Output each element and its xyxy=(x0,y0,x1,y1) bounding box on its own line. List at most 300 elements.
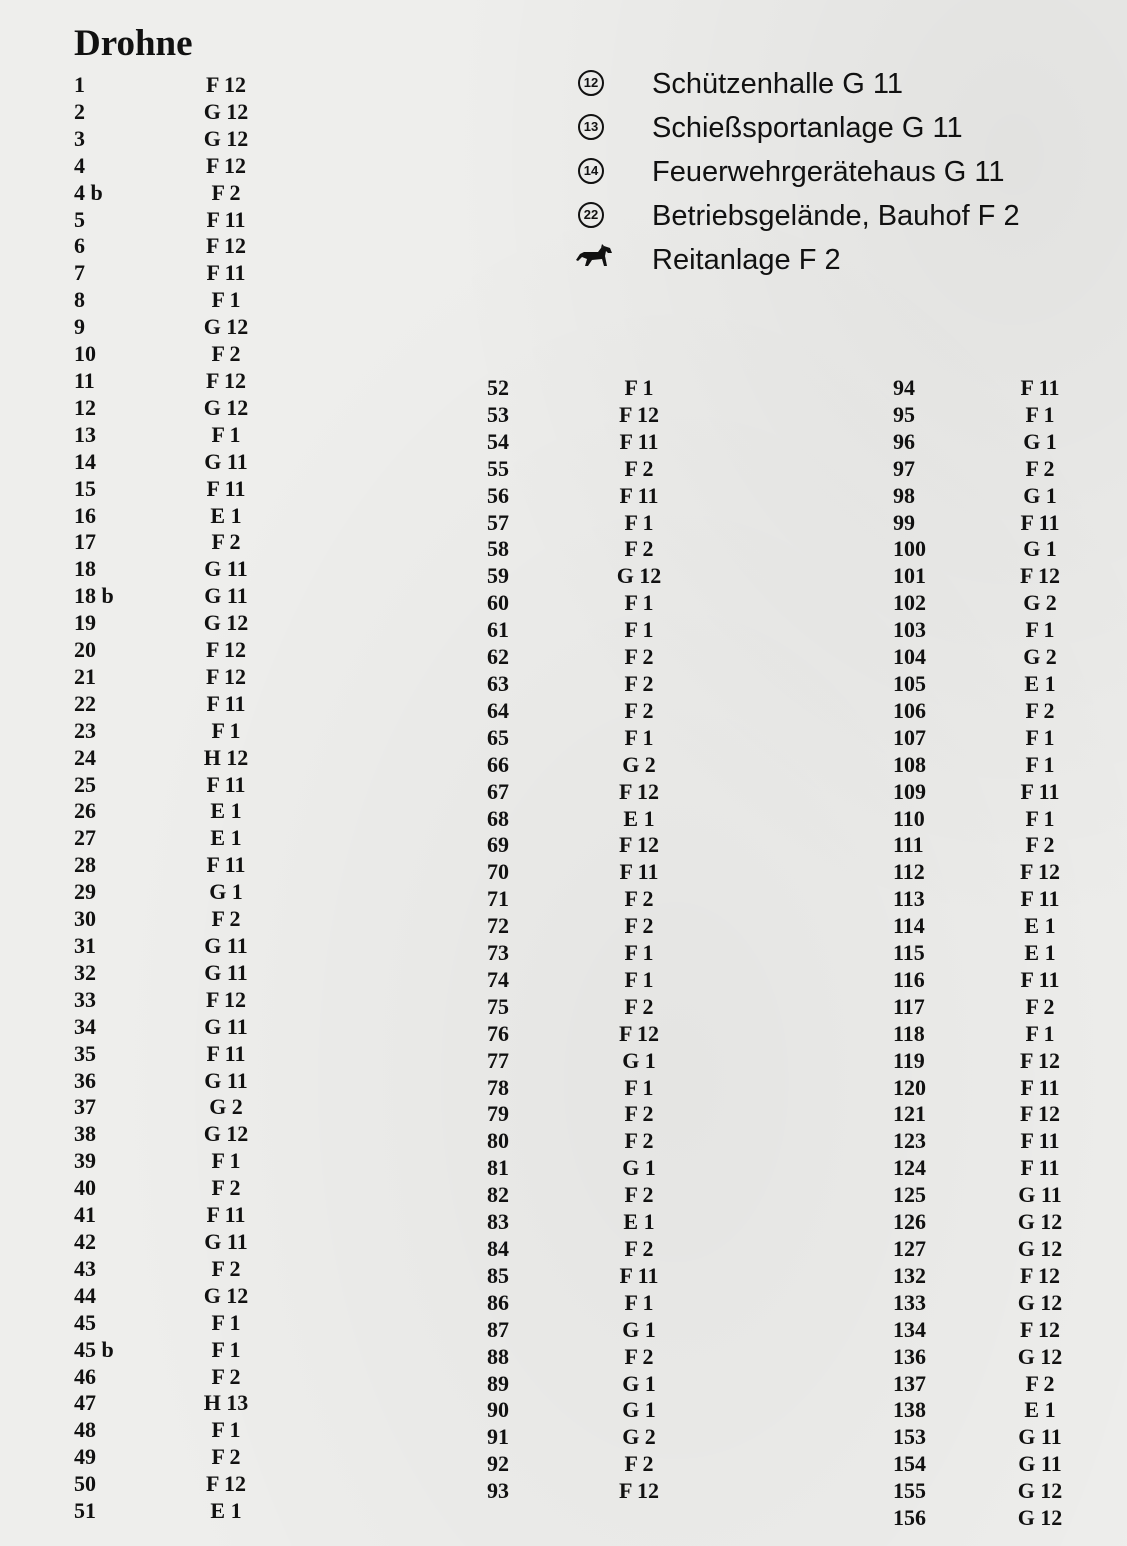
list-item xyxy=(487,1290,717,1317)
list-item xyxy=(893,1236,1123,1263)
entry-number: 83 xyxy=(487,1209,509,1235)
list-item xyxy=(74,1094,304,1121)
grid-reference: F 1 xyxy=(211,421,241,447)
grid-reference: F 2 xyxy=(1025,697,1055,723)
list-item xyxy=(74,207,304,234)
entry-number: 94 xyxy=(893,375,915,400)
list-item xyxy=(74,395,304,422)
grid-reference: E 1 xyxy=(1024,913,1056,939)
grid-reference: F 2 xyxy=(624,1343,654,1369)
entry-number: 39 xyxy=(74,1148,96,1174)
entry-number: 91 xyxy=(487,1424,509,1450)
entry-number: 78 xyxy=(487,1074,509,1100)
grid-reference: F 1 xyxy=(624,966,654,992)
list-item xyxy=(893,1424,1123,1451)
grid-reference: F 11 xyxy=(1020,509,1060,535)
list-item xyxy=(487,967,717,994)
entry-number: 42 xyxy=(74,1228,96,1254)
entry-number: 156 xyxy=(893,1505,926,1531)
entry-number: 99 xyxy=(893,509,915,535)
entry-number: 4 b xyxy=(74,179,103,205)
grid-reference: G 12 xyxy=(203,314,249,340)
entry-number: 117 xyxy=(893,993,925,1019)
list-item xyxy=(893,456,1123,483)
entry-number: 109 xyxy=(893,778,926,804)
entry-number: 85 xyxy=(487,1262,509,1288)
grid-reference: F 1 xyxy=(1025,1020,1055,1046)
grid-reference: F 12 xyxy=(1019,1047,1061,1073)
grid-reference: G 12 xyxy=(203,1121,249,1147)
list-item xyxy=(74,960,304,987)
list-item xyxy=(74,180,304,207)
list-item xyxy=(74,879,304,906)
list-item xyxy=(487,1397,717,1424)
grid-reference: F 1 xyxy=(624,509,654,535)
entry-number: 81 xyxy=(487,1155,509,1181)
grid-reference: F 2 xyxy=(211,1175,241,1201)
entry-number: 20 xyxy=(74,637,96,663)
entry-number: 88 xyxy=(487,1343,509,1369)
list-item xyxy=(893,1344,1123,1371)
grid-reference: G 12 xyxy=(1017,1343,1063,1369)
grid-reference: G 12 xyxy=(1017,1478,1063,1504)
grid-reference: F 12 xyxy=(618,832,660,858)
entry-number: 41 xyxy=(74,1202,96,1228)
entry-number: 69 xyxy=(487,832,509,858)
list-item xyxy=(487,671,717,698)
list-item xyxy=(74,233,304,260)
list-item xyxy=(74,476,304,503)
grid-reference: F 11 xyxy=(619,428,659,454)
index-column-2 xyxy=(487,375,717,1505)
entry-number: 1 xyxy=(74,72,85,97)
entry-number: 134 xyxy=(893,1316,926,1342)
entry-number: 73 xyxy=(487,940,509,966)
grid-reference: E 1 xyxy=(210,825,242,851)
entry-number: 138 xyxy=(893,1397,926,1423)
list-item xyxy=(893,1263,1123,1290)
grid-reference: F 2 xyxy=(211,529,241,555)
grid-reference: F 1 xyxy=(1025,617,1055,643)
grid-reference: F 1 xyxy=(624,617,654,643)
entry-number: 84 xyxy=(487,1236,509,1261)
entry-number: 15 xyxy=(74,475,96,501)
entry-number: 133 xyxy=(893,1289,926,1315)
grid-reference: F 2 xyxy=(624,536,654,562)
list-item xyxy=(487,1371,717,1398)
list-item xyxy=(74,341,304,368)
list-item xyxy=(487,644,717,671)
entry-number: 16 xyxy=(74,502,96,528)
legend-label: Schützenhalle G 11 xyxy=(652,68,903,100)
list-item xyxy=(487,1075,717,1102)
entry-number: 36 xyxy=(74,1067,96,1093)
entry-number: 113 xyxy=(893,886,925,912)
grid-reference: G 2 xyxy=(622,1424,656,1450)
grid-reference: G 12 xyxy=(1017,1236,1063,1261)
grid-reference: G 11 xyxy=(204,556,248,582)
grid-reference: F 2 xyxy=(624,913,654,939)
entry-number: 51 xyxy=(74,1498,96,1524)
list-item xyxy=(74,503,304,530)
grid-reference: G 11 xyxy=(204,1228,248,1254)
grid-reference: E 1 xyxy=(210,798,242,824)
entry-number: 45 xyxy=(74,1309,96,1335)
list-item xyxy=(487,1478,717,1505)
entry-number: 118 xyxy=(893,1020,925,1046)
entry-number: 102 xyxy=(893,590,926,616)
grid-reference: F 12 xyxy=(205,663,247,689)
grid-reference: E 1 xyxy=(1024,670,1056,696)
list-item xyxy=(74,691,304,718)
list-item xyxy=(893,725,1123,752)
grid-reference: F 1 xyxy=(1025,805,1055,831)
entry-number: 33 xyxy=(74,986,96,1012)
grid-reference: F 2 xyxy=(1025,455,1055,481)
grid-reference: F 2 xyxy=(211,179,241,205)
legend-label: Schießsportanlage G 11 xyxy=(652,112,963,144)
entry-number: 30 xyxy=(74,906,96,932)
list-item xyxy=(893,671,1123,698)
grid-reference: F 2 xyxy=(211,1255,241,1281)
list-item xyxy=(487,617,717,644)
grid-reference: F 2 xyxy=(1025,993,1055,1019)
list-item xyxy=(74,529,304,556)
list-item xyxy=(74,153,304,180)
list-item xyxy=(487,590,717,617)
list-item xyxy=(893,806,1123,833)
entry-number: 53 xyxy=(487,401,509,427)
list-item xyxy=(487,1317,717,1344)
list-item xyxy=(74,1390,304,1417)
grid-reference: F 2 xyxy=(1025,832,1055,858)
grid-reference: G 1 xyxy=(1023,536,1057,562)
grid-reference: G 1 xyxy=(622,1316,656,1342)
entry-number: 32 xyxy=(74,959,96,985)
grid-reference: F 2 xyxy=(624,1128,654,1154)
grid-reference: F 12 xyxy=(1019,1316,1061,1342)
grid-reference: F 11 xyxy=(619,482,659,508)
list-item xyxy=(74,987,304,1014)
entry-number: 13 xyxy=(74,421,96,447)
list-item xyxy=(74,610,304,637)
entry-number: 70 xyxy=(487,859,509,885)
entry-number: 4 xyxy=(74,152,85,178)
entry-number: 101 xyxy=(893,563,926,589)
list-item xyxy=(893,1182,1123,1209)
grid-reference: G 11 xyxy=(204,583,248,609)
grid-reference: G 1 xyxy=(622,1370,656,1396)
grid-reference: G 11 xyxy=(204,448,248,474)
entry-number: 40 xyxy=(74,1175,96,1201)
entry-number: 28 xyxy=(74,852,96,878)
entry-number: 49 xyxy=(74,1444,96,1470)
list-item xyxy=(487,940,717,967)
grid-reference: G 2 xyxy=(1023,644,1057,670)
grid-reference: G 12 xyxy=(1017,1505,1063,1531)
list-item xyxy=(74,718,304,745)
list-item xyxy=(74,852,304,879)
entry-number: 90 xyxy=(487,1397,509,1423)
grid-reference: F 11 xyxy=(206,771,246,797)
entry-number: 56 xyxy=(487,482,509,508)
list-item xyxy=(893,402,1123,429)
grid-reference: G 1 xyxy=(1023,428,1057,454)
entry-number: 62 xyxy=(487,644,509,670)
grid-reference: F 12 xyxy=(1019,1262,1061,1288)
entry-number: 64 xyxy=(487,697,509,723)
list-item xyxy=(893,1317,1123,1344)
grid-reference: F 2 xyxy=(624,697,654,723)
entry-number: 18 xyxy=(74,556,96,582)
entry-number: 52 xyxy=(487,375,509,400)
list-item xyxy=(487,375,717,402)
grid-reference: E 1 xyxy=(623,805,655,831)
grid-reference: G 12 xyxy=(1017,1289,1063,1315)
entry-number: 104 xyxy=(893,644,926,670)
grid-reference: F 12 xyxy=(205,152,247,178)
list-item xyxy=(74,126,304,153)
grid-reference: G 12 xyxy=(1017,1209,1063,1235)
grid-reference: F 12 xyxy=(1019,1101,1061,1127)
grid-reference: F 1 xyxy=(624,1289,654,1315)
entry-number: 55 xyxy=(487,455,509,481)
list-item xyxy=(74,1229,304,1256)
grid-reference: F 2 xyxy=(624,1236,654,1261)
entry-number: 116 xyxy=(893,966,925,992)
list-item xyxy=(487,752,717,779)
grid-reference: F 1 xyxy=(211,717,241,743)
list-item xyxy=(893,1209,1123,1236)
grid-reference: F 11 xyxy=(206,1202,246,1228)
list-item xyxy=(893,994,1123,1021)
entry-number: 63 xyxy=(487,670,509,696)
entry-number: 74 xyxy=(487,966,509,992)
grid-reference: G 12 xyxy=(203,98,249,124)
grid-reference: G 1 xyxy=(622,1155,656,1181)
list-item xyxy=(74,72,304,99)
list-item xyxy=(74,1471,304,1498)
entry-number: 31 xyxy=(74,933,96,958)
entry-number: 86 xyxy=(487,1289,509,1315)
entry-number: 21 xyxy=(74,663,96,689)
grid-reference: F 1 xyxy=(211,1336,241,1362)
grid-reference: F 2 xyxy=(624,644,654,670)
entry-number: 57 xyxy=(487,509,509,535)
list-item xyxy=(74,1148,304,1175)
list-item xyxy=(74,1337,304,1364)
grid-reference: F 12 xyxy=(205,233,247,259)
list-item xyxy=(487,779,717,806)
list-item xyxy=(893,563,1123,590)
list-item xyxy=(893,1048,1123,1075)
horse-icon xyxy=(574,244,614,276)
list-item xyxy=(893,1371,1123,1398)
list-item xyxy=(74,1121,304,1148)
legend-label: Feuerwehrgerätehaus G 11 xyxy=(652,156,1005,188)
list-item xyxy=(893,1101,1123,1128)
grid-reference: F 11 xyxy=(1020,886,1060,912)
list-item xyxy=(487,1128,717,1155)
list-item xyxy=(893,940,1123,967)
entry-number: 6 xyxy=(74,233,85,259)
entry-number: 115 xyxy=(893,940,925,966)
list-item xyxy=(487,1048,717,1075)
grid-reference: F 12 xyxy=(618,778,660,804)
entry-number: 25 xyxy=(74,771,96,797)
entry-number: 10 xyxy=(74,341,96,367)
entry-number: 45 b xyxy=(74,1336,114,1362)
list-item xyxy=(893,483,1123,510)
grid-reference: F 11 xyxy=(1020,778,1060,804)
entry-number: 18 b xyxy=(74,583,114,609)
entry-number: 126 xyxy=(893,1209,926,1235)
circled-number-icon: 22 xyxy=(578,202,604,228)
grid-reference: G 11 xyxy=(204,959,248,985)
grid-reference: F 1 xyxy=(1025,751,1055,777)
entry-number: 12 xyxy=(74,394,96,420)
entry-number: 34 xyxy=(74,1013,96,1039)
list-item xyxy=(487,832,717,859)
entry-number: 123 xyxy=(893,1128,926,1154)
entry-number: 153 xyxy=(893,1424,926,1450)
grid-reference: F 2 xyxy=(211,341,241,367)
entry-number: 82 xyxy=(487,1182,509,1208)
list-item xyxy=(893,967,1123,994)
list-item xyxy=(74,422,304,449)
entry-number: 5 xyxy=(74,206,85,232)
entry-number: 2 xyxy=(74,98,85,124)
list-item xyxy=(893,375,1123,402)
grid-reference: F 12 xyxy=(205,1471,247,1497)
circled-number-icon: 12 xyxy=(578,70,604,96)
grid-reference: H 13 xyxy=(203,1390,249,1416)
entry-number: 98 xyxy=(893,482,915,508)
list-item xyxy=(74,1310,304,1337)
list-item xyxy=(487,1451,717,1478)
list-item xyxy=(74,1498,304,1525)
grid-reference: F 1 xyxy=(624,1074,654,1100)
grid-reference: F 2 xyxy=(624,993,654,1019)
entry-number: 121 xyxy=(893,1101,926,1127)
entry-number: 80 xyxy=(487,1128,509,1154)
list-item xyxy=(74,664,304,691)
grid-reference: G 12 xyxy=(203,394,249,420)
list-item xyxy=(74,99,304,126)
grid-reference: G 11 xyxy=(204,1067,248,1093)
index-column-1 xyxy=(74,72,304,1525)
list-item xyxy=(487,1155,717,1182)
entry-number: 7 xyxy=(74,260,85,286)
list-item xyxy=(487,456,717,483)
legend-label: Reitanlage F 2 xyxy=(652,244,841,276)
entry-number: 136 xyxy=(893,1343,926,1369)
grid-reference: F 1 xyxy=(624,724,654,750)
grid-reference: F 1 xyxy=(211,1417,241,1443)
entry-number: 137 xyxy=(893,1370,926,1396)
grid-reference: G 1 xyxy=(622,1047,656,1073)
entry-number: 65 xyxy=(487,724,509,750)
grid-reference: F 2 xyxy=(624,670,654,696)
grid-reference: G 12 xyxy=(203,610,249,636)
entry-number: 43 xyxy=(74,1255,96,1281)
grid-reference: F 11 xyxy=(206,206,246,232)
entry-number: 125 xyxy=(893,1182,926,1208)
circled-number-icon: 13 xyxy=(578,114,604,140)
grid-reference: F 12 xyxy=(205,367,247,393)
list-item xyxy=(893,1155,1123,1182)
page-title: Drohne xyxy=(74,23,193,64)
list-item xyxy=(893,1290,1123,1317)
grid-reference: F 12 xyxy=(618,1020,660,1046)
grid-reference: F 2 xyxy=(624,1182,654,1208)
grid-reference: G 2 xyxy=(622,751,656,777)
entry-number: 112 xyxy=(893,859,925,885)
list-item xyxy=(487,698,717,725)
grid-reference: F 2 xyxy=(624,1101,654,1127)
grid-reference: E 1 xyxy=(210,1498,242,1524)
entry-number: 87 xyxy=(487,1316,509,1342)
grid-reference: F 12 xyxy=(205,986,247,1012)
entry-number: 111 xyxy=(893,832,924,858)
list-item xyxy=(487,1182,717,1209)
list-item xyxy=(487,1236,717,1263)
list-item xyxy=(74,1256,304,1283)
list-item xyxy=(74,1014,304,1041)
grid-reference: F 11 xyxy=(206,852,246,878)
grid-reference: F 2 xyxy=(211,906,241,932)
list-item xyxy=(74,933,304,960)
grid-reference: F 12 xyxy=(1019,859,1061,885)
entry-number: 120 xyxy=(893,1074,926,1100)
entry-number: 54 xyxy=(487,428,509,454)
grid-reference: F 2 xyxy=(624,1451,654,1477)
entry-number: 154 xyxy=(893,1451,926,1477)
list-item xyxy=(487,806,717,833)
list-item xyxy=(74,260,304,287)
grid-reference: F 11 xyxy=(206,690,246,716)
list-item xyxy=(74,637,304,664)
list-item xyxy=(74,798,304,825)
entry-number: 46 xyxy=(74,1363,96,1389)
list-item xyxy=(487,429,717,456)
list-item xyxy=(74,368,304,395)
grid-reference: E 1 xyxy=(1024,1397,1056,1423)
list-item xyxy=(893,429,1123,456)
entry-number: 48 xyxy=(74,1417,96,1443)
list-item xyxy=(893,1128,1123,1155)
grid-reference: G 1 xyxy=(209,879,243,905)
entry-number: 35 xyxy=(74,1040,96,1066)
entry-number: 66 xyxy=(487,751,509,777)
grid-reference: F 12 xyxy=(1019,563,1061,589)
grid-reference: F 11 xyxy=(206,260,246,286)
list-item xyxy=(893,644,1123,671)
grid-reference: F 11 xyxy=(1020,966,1060,992)
entry-number: 132 xyxy=(893,1262,926,1288)
grid-reference: E 1 xyxy=(210,502,242,528)
grid-reference: F 2 xyxy=(624,886,654,912)
list-item xyxy=(74,449,304,476)
list-item xyxy=(487,886,717,913)
list-item xyxy=(893,617,1123,644)
grid-reference: F 2 xyxy=(1025,1370,1055,1396)
list-item xyxy=(487,402,717,429)
list-item xyxy=(74,1175,304,1202)
list-item xyxy=(487,536,717,563)
list-item xyxy=(487,1209,717,1236)
grid-reference: F 12 xyxy=(618,401,660,427)
